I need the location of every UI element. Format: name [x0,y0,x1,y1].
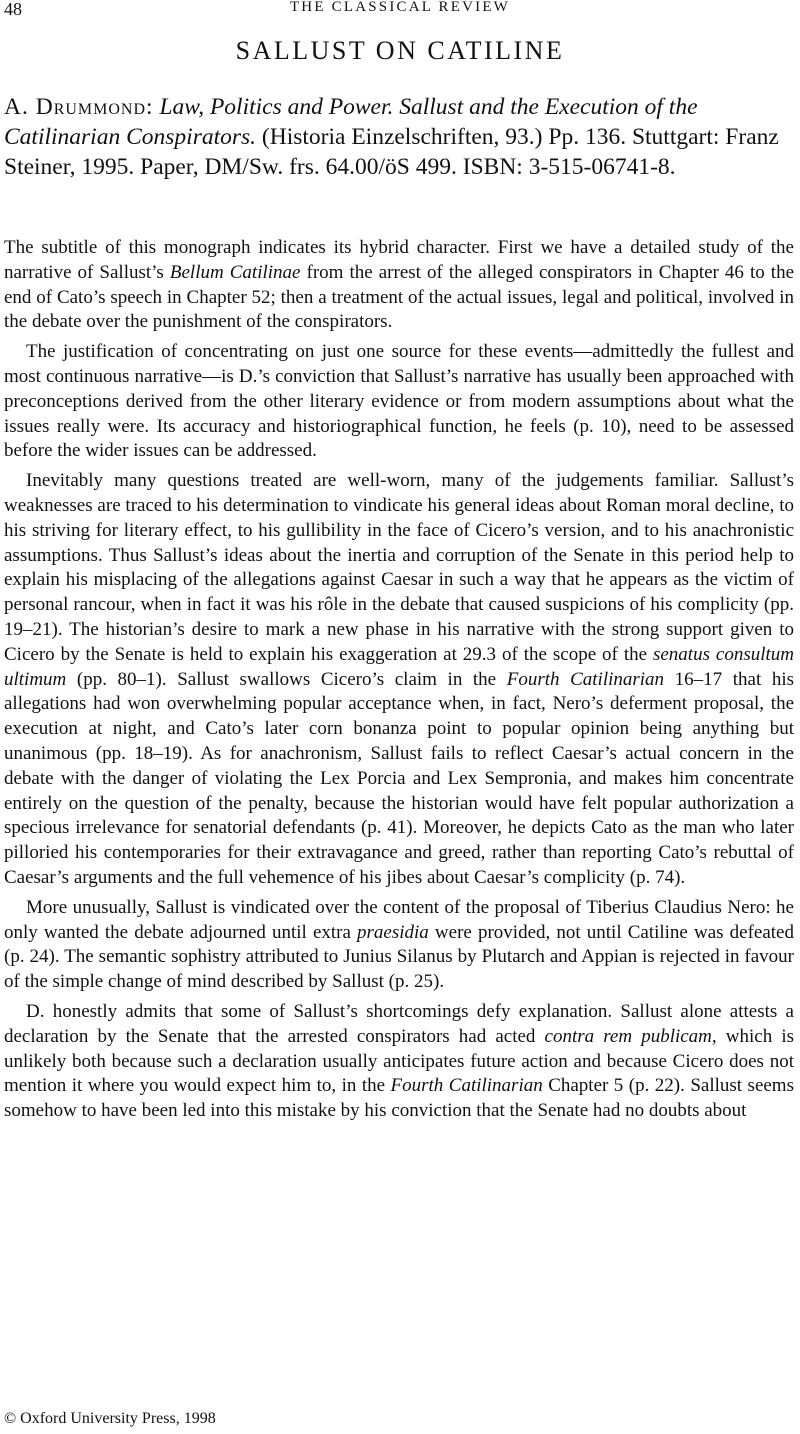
italic-text: senatus consultum ultimum [4,643,795,690]
article-title: SALLUST ON CATILINE [235,36,565,65]
paragraph-text: The subtitle of this monograph indicates its hybrid character. First we have a detailed study of the narrative of Sallust’s [4,237,794,283]
paragraph-text: More unusually, Sallust is vindicated over the content of the proposal of Tiberius Claudius Nero: he only wanted the debate adjourned until extra [4,896,794,943]
citation-book-title: Law, Politics and Power. Sallust and the Execution of the Catilinarian Conspirators. [4,94,698,150]
paragraph-text: The justification of concentrating on just one source for these events—admittedly the fullest and most continuous narrative—is D.’s conviction that Sallust’s narrative has usually been approached with preconceptions derived from the other literary evidence or from modern assumptions about what the issues really were. Its accuracy and historiographical function, he feels (p. 10), need to be assessed before the wider issues can be addressed. [4,341,794,462]
review-body [4,236,794,1129]
italic-text: Bellum Catilinae [169,261,301,283]
citation-author: A. Drummond: [4,94,154,120]
book-citation [4,92,794,182]
paragraph-text: D. honestly admits that some of Sallust’s shortcomings defy explanation. Sallust alone attests a declaration by the Senate that the arrested conspirators had acted [4,1000,794,1047]
italic-text: Fourth Catilinarian [506,668,665,690]
paragraph-text: (pp. 80–1). Sallust swallows Cicero’s claim in the [66,668,507,690]
paragraph-text: Chapter 5 (p. 22). Sallust seems somehow to have been led into this mistake by his conviction that the Senate had no doubts about [4,1075,794,1122]
italic-text: praesidia [357,921,429,943]
copyright-footer: © Oxford University Press, 1998 [4,1410,216,1427]
citation-details: (Historia Einzelschriften, 93.) Pp. 136. Stuttgart: Franz Steiner, 1995. Paper, DM/Sw. frs. 64.00/öS 499. ISBN: 3-515-06741-8. [4,124,779,180]
body-paragraph [4,469,794,891]
body-paragraph [4,896,794,995]
paragraph-text: were provided, not until Catiline was defeated (p. 24). The semantic sophistry attributed to Junius Silanus by Plutarch and Appian is rejected in favour of the simple change of mind described by Sallust (p. 25). [4,921,794,993]
page-header [4,0,796,20]
body-paragraph [4,340,794,464]
paragraph-text: from the arrest of the alleged conspirators in Chapter 46 to the end of Cato’s speech in Chapter 52; then a treatment of the actual issues, legal and political, involved in the debate over the punishment of the conspirators. [4,261,794,333]
paragraph-text: 16–17 that his allegations had won overwhelming popular acceptance when, in fact, Nero’s deferment proposal, the execution at night, and Cato’s later corn bonanza point to popular opinion being anything but unanimous (pp. 18–19). As for anachronism, Sallust fails to reflect Caesar’s actual concern in the debate with the danger of violating the Lex Porcia and Lex Sempronia, and makes him concentrate entirely on the question of the penalty, because the historian would have felt popular authorization a specious irrelevance for senatorial defendants (p. 41). Moreover, he depicts Cato as the man who later pilloried his contemporaries for their extravagance and greed, rather than reporting Cato’s rebuttal of Caesar’s arguments and the full vehemence of his jibes about Caesar’s complicity (p. 74). [4,668,794,888]
body-paragraph [4,236,794,335]
running-title: THE CLASSICAL REVIEW [289,0,511,15]
paragraph-text: , which is unlikely both because such a declaration usually anticipates future action and because Cicero does not mention it where you would expect him to, in the [4,1025,794,1097]
paragraph-text: Inevitably many questions treated are well-worn, many of the judgements familiar. Sallust’s weaknesses are traced to his determination to vindicate his general ideas about Roman moral decline, to his striving for literary effect, to his gullibility in the face of Cicero’s version, and to his anachronistic assumptions. Thus Sallust’s ideas about the inertia and corruption of the Senate in this period help to explain his misplacing of the allegations against Caesar in such a way that he appears as the victim of personal rancour, when in fact it was his rôle in the debate that caused suspicions of his complicity (pp. 19–21). The historian’s desire to mark a new phase in his narrative with the strong support given to Cicero by the Senate is held to explain his exaggeration at 29.3 of the scope of the [4,470,794,665]
italic-text: Fourth Catilinarian [390,1075,543,1097]
body-paragraph [4,1000,794,1124]
italic-text: contra rem publicam [544,1025,712,1047]
page-number: 48 [4,0,22,19]
